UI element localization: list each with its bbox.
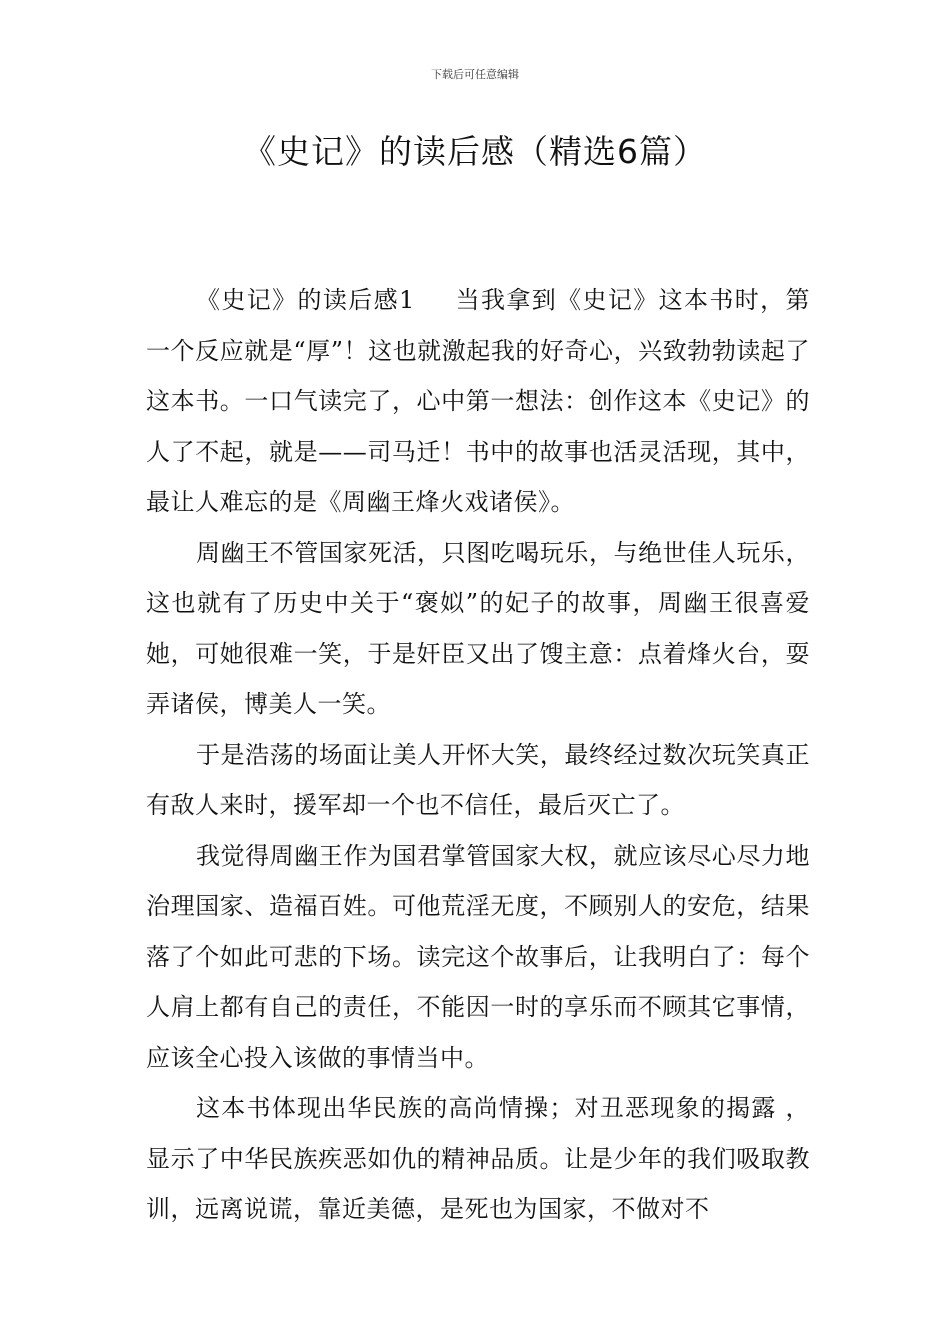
section-heading: 《史记》的读后感1 (196, 286, 415, 314)
paragraph-5: 这本书体现出华民族的高尚情操；对丑恶现象的揭露 ，显示了中华民族疾恶如仇的精神品质。让是少年的我们吸取教训，远离说谎，靠近美德，是死也为国家，不做对不 (146, 1094, 810, 1223)
paragraph-2: 周幽王不管国家死活，只图吃喝玩乐，与绝世佳人玩乐，这也就有了历史中关于“褒姒”的妃子的故事，周幽王很喜爱她，可她很难一笑，于是奸臣又出了馊主意：点着烽火台，耍弄诸侯，博美人一笑。 (146, 538, 810, 718)
paragraph-1 (146, 275, 810, 528)
paragraph-text: 当我拿到《史记》这本书时，第一个反应就是“厚”！这也就激起我的好奇心，兴致勃勃读起了这本书。一口气读完了，心中第一想法：创作这本《史记》的人了不起，就是——司马迁！书中的故事也活灵活现，其中，最让人难忘的是《周幽王烽火戏诸侯》。 (146, 286, 810, 516)
document-body (146, 275, 810, 1235)
header-note: 下载后可任意编辑 (431, 68, 519, 81)
paragraph-4: 我觉得周幽王作为国君掌管国家大权，就应该尽心尽力地治理国家、造福百姓。可他荒淫无度，不顾别人的安危，结果落了个如此可悲的下场。读完这个故事后，让我明白了：每个人肩上都有自己的责任，不能因一时的享乐而不顾其它事情，应该全心投入该做的事情当中。 (146, 841, 810, 1072)
document-title: 《史记》的读后感（精选6篇） (243, 132, 707, 171)
paragraph-3: 于是浩荡的场面让美人开怀大笑，最终经过数次玩笑真正有敌人来时，援军却一个也不信任，最后灭亡了。 (146, 740, 810, 819)
